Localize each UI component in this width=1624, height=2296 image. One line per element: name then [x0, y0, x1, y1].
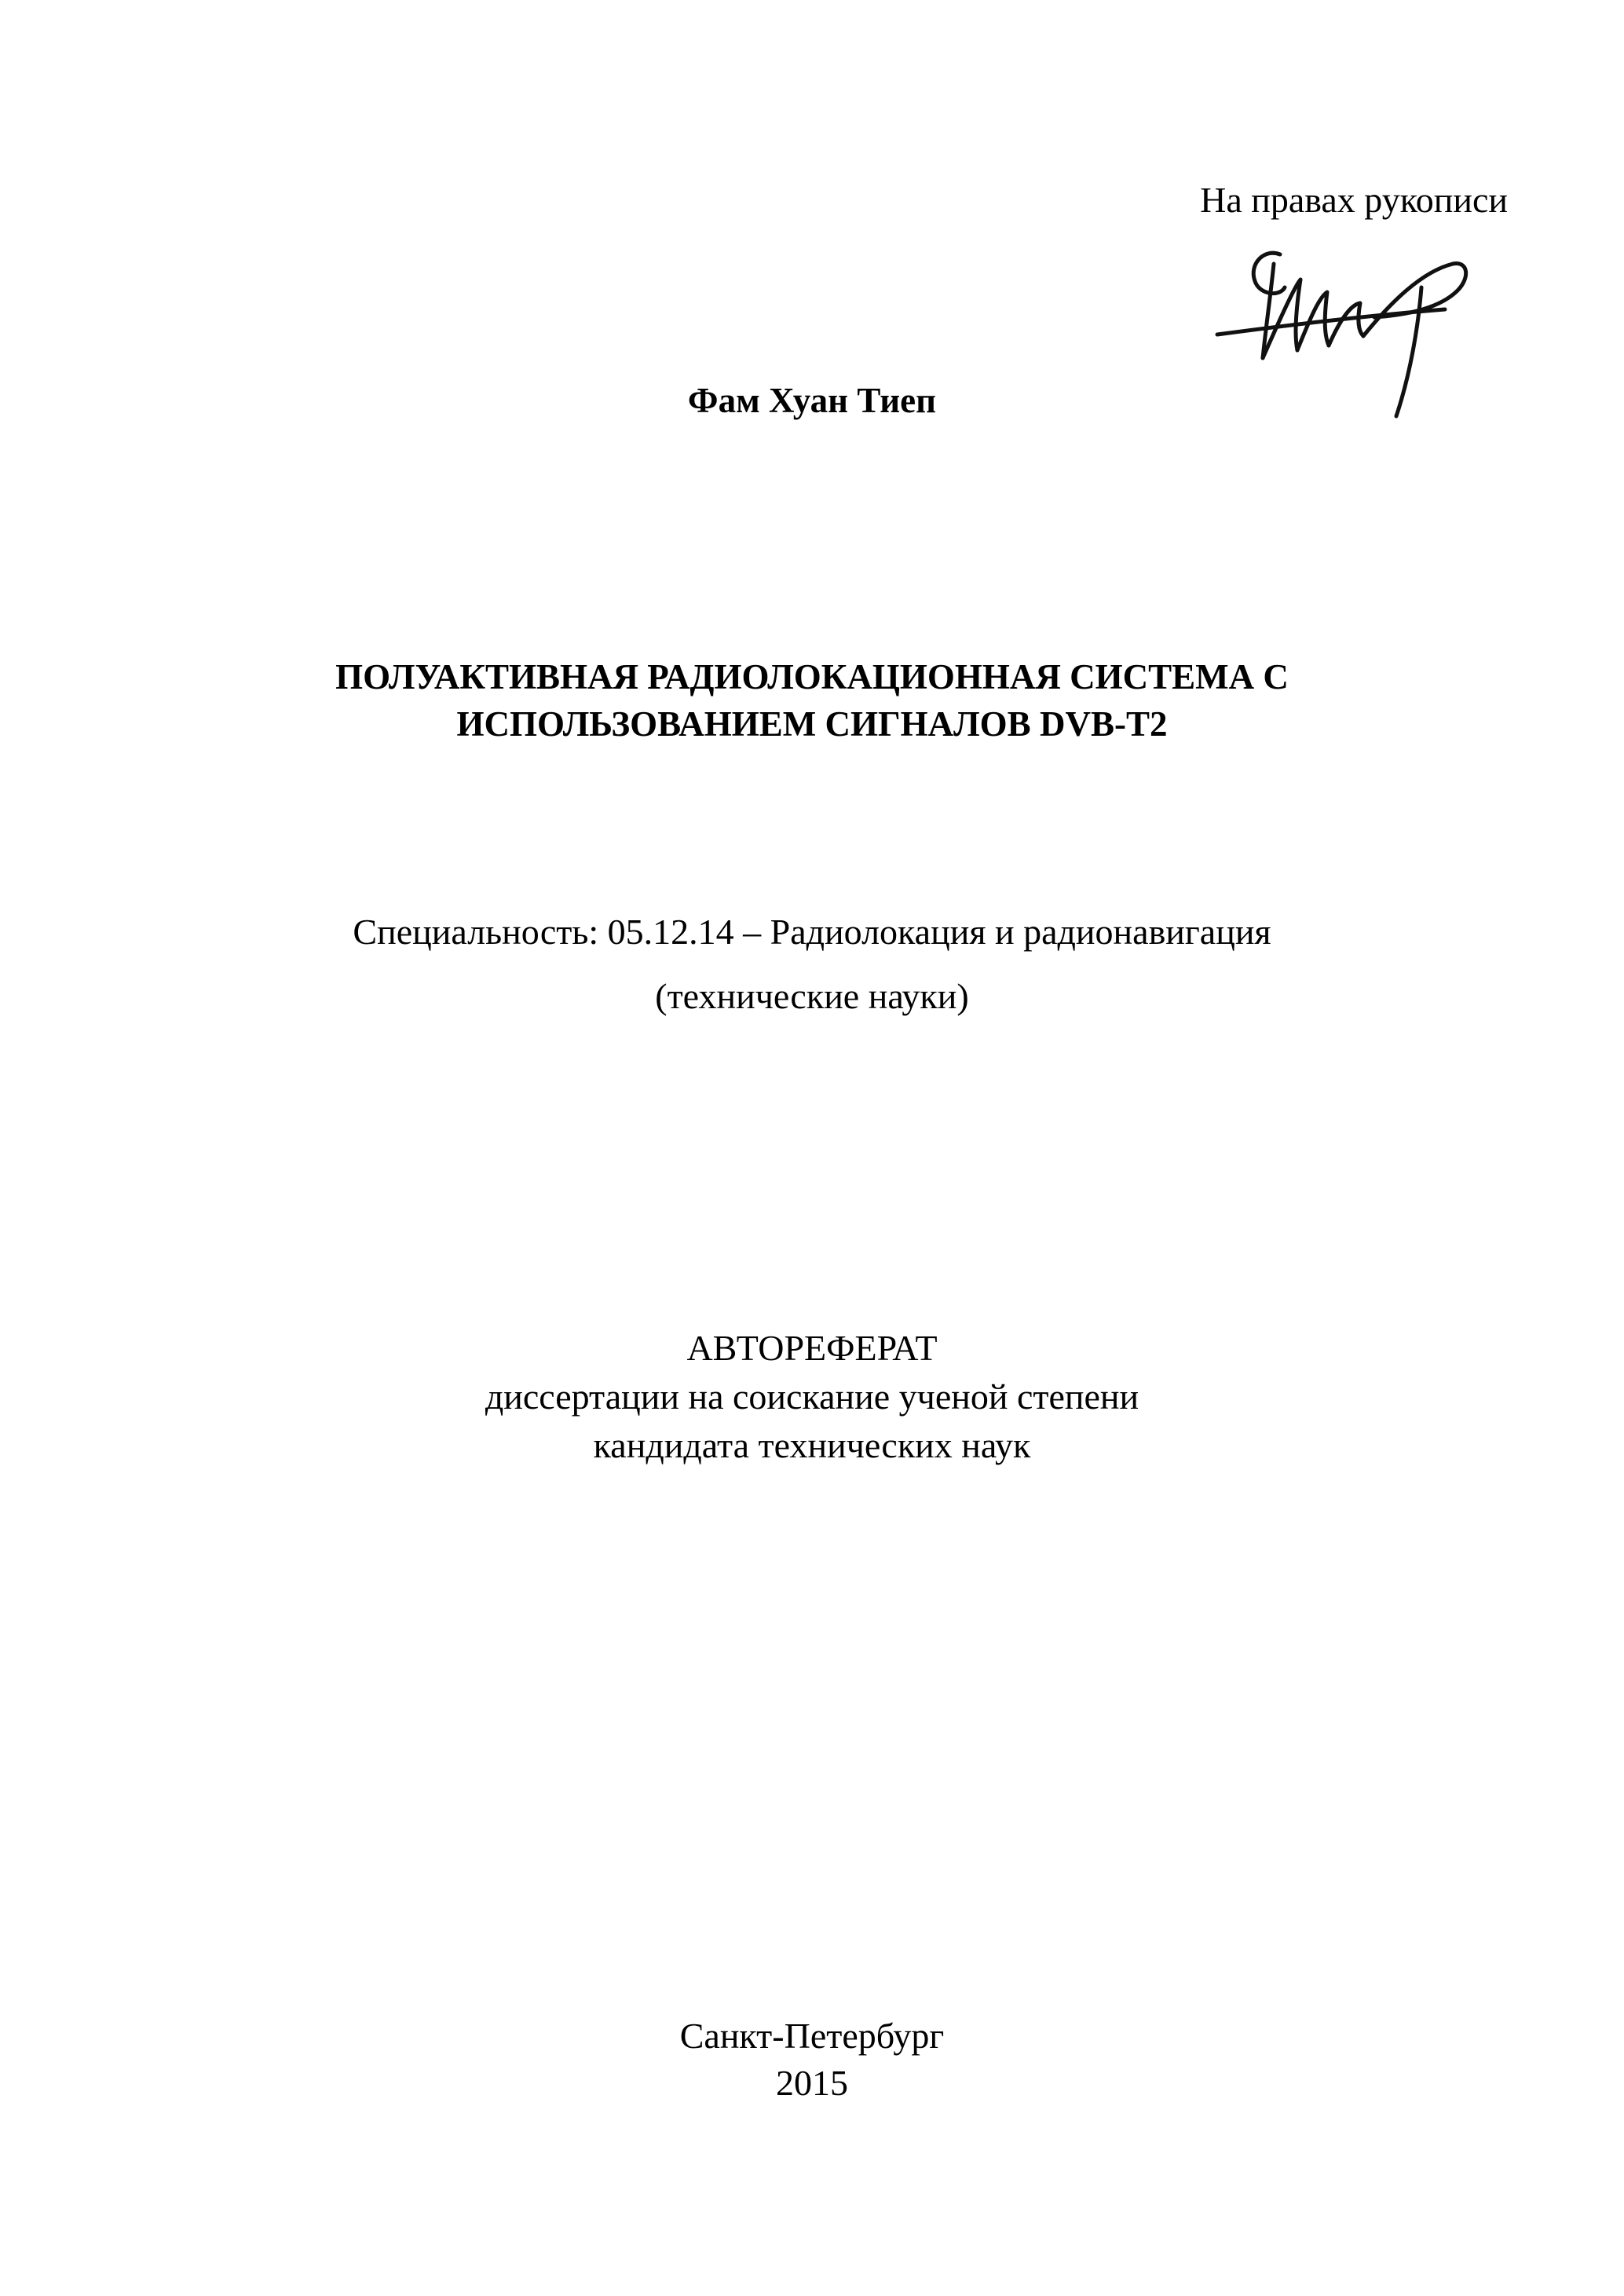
author-name: Фам Хуан Тиеп: [687, 381, 937, 420]
dissertation-title-line-2: ИСПОЛЬЗОВАНИЕМ СИГНАЛОВ DVB-T2: [456, 704, 1168, 744]
document-type: АВТОРЕФЕРАТ: [686, 1328, 938, 1368]
specialty-line: Специальность: 05.12.14 – Радиолокация и радионавигация: [353, 912, 1271, 952]
dissertation-description-line-2: кандидата технических наук: [593, 1425, 1031, 1465]
dissertation-description-line-1: диссертации на соискание ученой степени: [485, 1377, 1139, 1417]
rights-note: На правах рукописи: [1200, 180, 1508, 220]
publication-year: 2015: [776, 2063, 848, 2103]
publication-city: Санкт-Петербург: [679, 2016, 945, 2056]
specialty-field-note: (технические науки): [655, 976, 969, 1016]
dissertation-title-line-1: ПОЛУАКТИВНАЯ РАДИОЛОКАЦИОННАЯ СИСТЕМА С: [335, 657, 1289, 696]
